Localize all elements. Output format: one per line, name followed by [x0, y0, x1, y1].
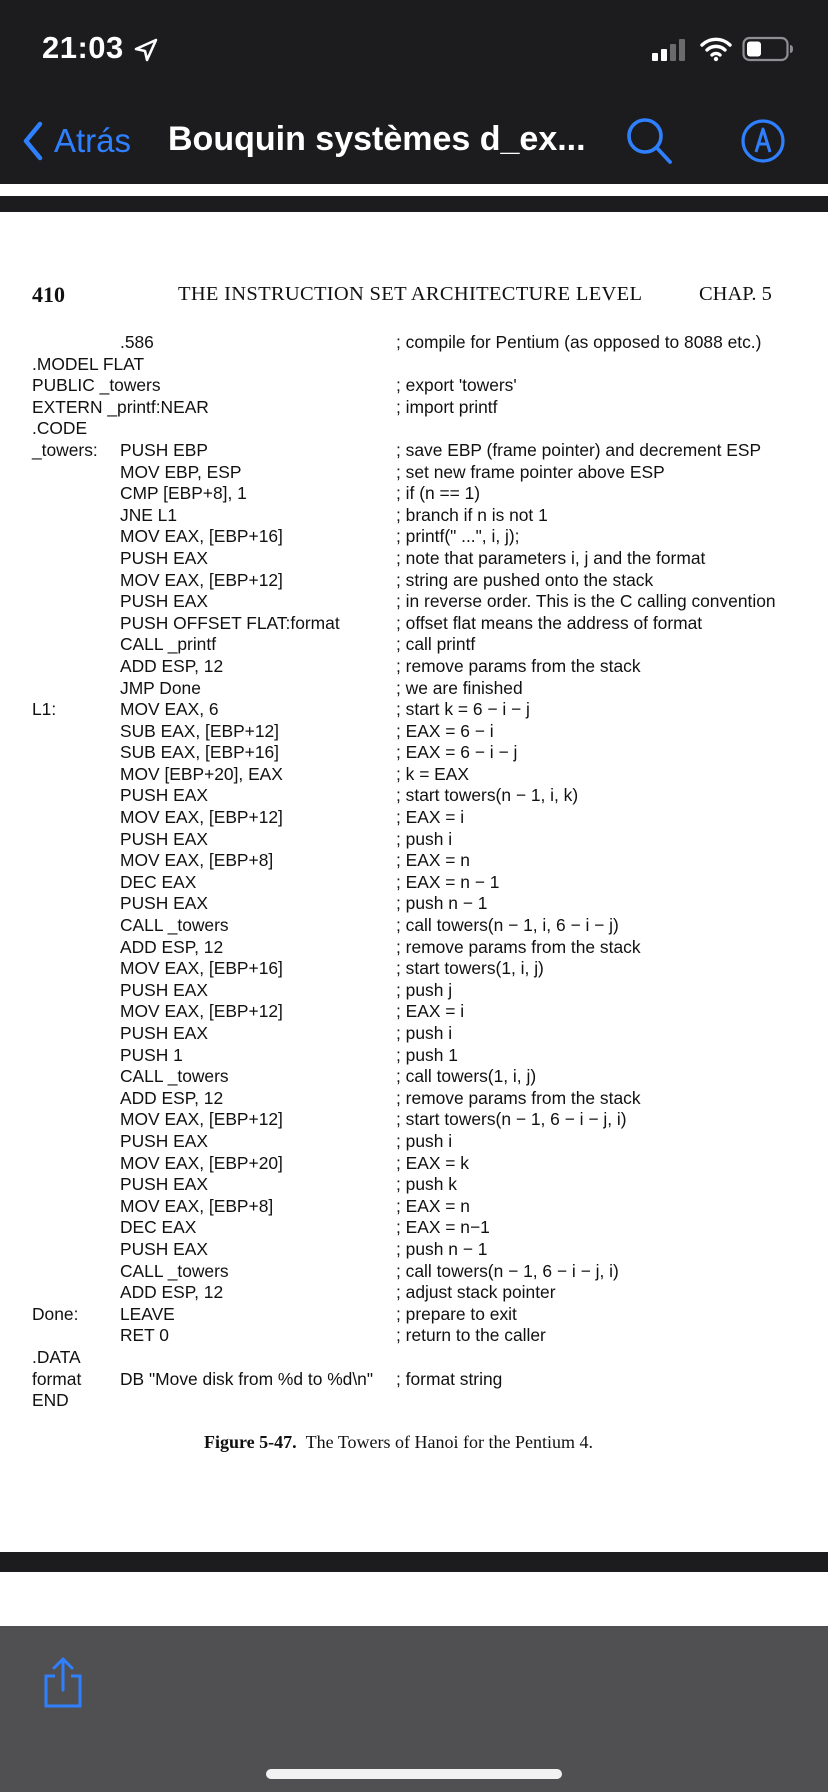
figure-caption-text: The Towers of Hanoi for the Pentium 4.	[305, 1432, 594, 1452]
code-line	[0, 1131, 828, 1153]
code-comment: ; push i	[396, 1130, 453, 1151]
code-comment: ; push i	[396, 1023, 453, 1043]
battery-icon	[742, 36, 794, 67]
code-instr: CALL _printf	[120, 634, 217, 655]
code-instr: JMP Done	[120, 677, 201, 698]
code-instr: DEC EAX	[120, 1217, 197, 1238]
code-instr: PUSH EAX	[120, 1238, 208, 1259]
code-comment: ; in reverse order. This is the C calling convention	[396, 591, 776, 612]
code-instr: MOV EBP, ESP	[120, 461, 242, 482]
code-instr: CALL _towers	[120, 915, 229, 936]
code-instr: PUSH EAX	[120, 893, 208, 914]
code-line	[0, 354, 828, 376]
chapter-label: CHAP. 5	[699, 283, 772, 305]
code-line	[0, 1282, 828, 1304]
code-line	[0, 1325, 828, 1347]
code-instr: MOV EAX, [EBP+12]	[120, 807, 283, 828]
code-comment: ; return to the caller	[396, 1325, 546, 1346]
code-line	[0, 462, 828, 484]
code-line	[0, 872, 828, 894]
code-instr: CALL _towers	[120, 1260, 229, 1281]
code-line	[0, 980, 828, 1002]
code-line	[0, 1109, 828, 1131]
bottom-toolbar	[0, 1626, 828, 1792]
status-bar	[0, 0, 828, 100]
code-instr: MOV EAX, [EBP+16]	[120, 526, 283, 547]
code-line	[0, 893, 828, 915]
code-comment: ; EAX = n−1	[396, 1217, 490, 1238]
code-instr: MOV EAX, [EBP+12]	[120, 1109, 283, 1130]
code-comment: ; start towers(1, i, j)	[396, 958, 544, 979]
code-instr: MOV EAX, 6	[120, 699, 219, 720]
wifi-icon	[700, 36, 732, 67]
code-comment: ; note that parameters i, j and the format	[396, 547, 706, 568]
code-comment: ; k = EAX	[396, 763, 469, 784]
home-indicator[interactable]	[266, 1769, 562, 1779]
page-separator-top	[0, 196, 828, 212]
code-comment: ; export 'towers'	[396, 375, 517, 396]
code-line	[0, 1066, 828, 1088]
code-comment: ; EAX = 6 − i	[396, 720, 494, 741]
code-comment: ; compile for Pentium (as opposed to 8088 etc.)	[396, 332, 762, 352]
code-instr: MOV EAX, [EBP+20]	[120, 1152, 283, 1173]
code-instr: DB "Move disk from %d to %d\n"	[120, 1368, 374, 1389]
code-instr: CALL _towers	[120, 1066, 229, 1087]
code-instr: PUSH EAX	[120, 1023, 208, 1043]
code-line	[0, 1347, 828, 1369]
status-time: 21:03	[42, 30, 124, 65]
markup-button[interactable]	[738, 114, 788, 173]
code-line	[0, 375, 828, 397]
code-line	[0, 1001, 828, 1023]
code-line	[0, 1174, 828, 1196]
code-instr: PUSH OFFSET FLAT:format	[120, 612, 340, 633]
code-line	[0, 678, 828, 700]
code-comment: ; push j	[396, 979, 453, 1000]
code-instr: PUSH EAX	[120, 591, 208, 612]
code-instr: PUSH 1	[120, 1044, 183, 1065]
code-label: .DATA	[32, 1346, 81, 1367]
code-comment: ; push i	[396, 828, 453, 849]
code-instr: PUSH EAX	[120, 785, 208, 806]
code-instr: PUSH EAX	[120, 828, 208, 849]
code-label: EXTERN _printf:NEAR	[32, 396, 209, 417]
code-comment: ; we are finished	[396, 677, 523, 698]
code-instr: PUSH EBP	[120, 439, 208, 460]
code-line	[0, 1369, 828, 1391]
code-line	[0, 785, 828, 807]
code-comment: ; remove params from the stack	[396, 936, 641, 957]
location-arrow-icon	[133, 37, 159, 68]
code-line	[0, 1217, 828, 1239]
book-page	[0, 212, 828, 1552]
code-instr: ADD ESP, 12	[120, 655, 224, 676]
code-line	[0, 1261, 828, 1283]
figure-caption	[204, 1432, 593, 1453]
cellular-signal-icon	[652, 38, 692, 67]
code-line	[0, 829, 828, 851]
code-line	[0, 721, 828, 743]
code-comment: ; push n − 1	[396, 893, 488, 914]
search-icon	[624, 114, 674, 168]
code-instr: CMP [EBP+8], 1	[120, 483, 247, 504]
code-comment: ; EAX = i	[396, 807, 465, 828]
code-line	[0, 505, 828, 527]
code-instr: RET 0	[120, 1325, 169, 1346]
code-comment: ; import printf	[396, 396, 498, 417]
back-label: Atrás	[54, 122, 132, 159]
code-listing	[0, 332, 828, 1412]
code-instr: PUSH EAX	[120, 979, 208, 1000]
code-line	[0, 1304, 828, 1326]
code-comment: ; start towers(n − 1, 6 − i − j, i)	[396, 1109, 627, 1130]
code-line	[0, 591, 828, 613]
code-instr: PUSH EAX	[120, 547, 208, 568]
code-line	[0, 397, 828, 419]
markup-pen-icon	[738, 114, 788, 168]
code-comment: ; adjust stack pointer	[396, 1282, 556, 1303]
code-line	[0, 440, 828, 462]
code-instr: JNE L1	[120, 504, 178, 525]
code-comment: ; EAX = n	[396, 850, 470, 871]
code-instr: .586	[120, 332, 154, 352]
code-line	[0, 1045, 828, 1067]
code-instr: MOV EAX, [EBP+8]	[120, 850, 274, 871]
code-comment: ; EAX = i	[396, 1001, 465, 1022]
code-instr: PUSH EAX	[120, 1130, 208, 1151]
code-label: format	[32, 1368, 82, 1389]
code-instr: MOV EAX, [EBP+8]	[120, 1195, 274, 1216]
code-line	[0, 937, 828, 959]
page-number: 410	[32, 282, 65, 307]
code-line	[0, 1196, 828, 1218]
code-line	[0, 1239, 828, 1261]
code-comment: ; call towers(n − 1, i, 6 − i − j)	[396, 915, 619, 936]
code-comment: ; start towers(n − 1, i, k)	[396, 785, 579, 806]
page-separator-bottom	[0, 1552, 828, 1572]
code-instr: SUB EAX, [EBP+12]	[120, 720, 280, 741]
code-line	[0, 418, 828, 440]
code-instr: SUB EAX, [EBP+16]	[120, 742, 280, 763]
code-comment: ; EAX = k	[396, 1152, 469, 1173]
page-header-title: THE INSTRUCTION SET ARCHITECTURE LEVEL	[178, 283, 643, 305]
code-label: .CODE	[32, 418, 88, 439]
code-line	[0, 850, 828, 872]
code-comment: ; offset flat means the address of format	[396, 612, 703, 633]
code-comment: ; push k	[396, 1174, 457, 1195]
code-comment: ; EAX = n	[396, 1195, 470, 1216]
code-comment: ; call towers(1, i, j)	[396, 1066, 537, 1087]
code-comment: ; EAX = 6 − i − j	[396, 742, 518, 763]
share-button[interactable]	[40, 1656, 86, 1715]
code-label: Done:	[32, 1303, 79, 1324]
chevron-left-icon	[22, 121, 44, 161]
code-comment: ; call printf	[396, 634, 476, 655]
code-label: END	[32, 1390, 69, 1411]
code-line	[0, 807, 828, 829]
code-comment: ; format string	[396, 1368, 503, 1389]
code-label: .MODEL FLAT	[32, 353, 145, 374]
code-instr: ADD ESP, 12	[120, 936, 224, 957]
code-comment: ; if (n == 1)	[396, 483, 481, 504]
code-comment: ; call towers(n − 1, 6 − i − j, i)	[396, 1260, 619, 1281]
code-line	[0, 742, 828, 764]
navigation-bar	[0, 100, 828, 184]
code-instr: MOV EAX, [EBP+12]	[120, 1001, 283, 1022]
code-line	[0, 958, 828, 980]
code-comment: ; set new frame pointer above ESP	[396, 461, 665, 482]
code-line	[0, 332, 828, 354]
code-line	[0, 483, 828, 505]
code-comment: ; prepare to exit	[396, 1303, 517, 1324]
code-comment: ; save EBP (frame pointer) and decrement ESP	[396, 439, 762, 460]
code-instr: ADD ESP, 12	[120, 1087, 224, 1108]
code-comment: ; remove params from the stack	[396, 1087, 641, 1108]
code-instr: MOV EAX, [EBP+12]	[120, 569, 283, 590]
code-line	[0, 764, 828, 786]
code-line	[0, 1390, 828, 1412]
code-instr: DEC EAX	[120, 871, 197, 892]
code-label: L1:	[32, 699, 57, 720]
code-line	[0, 656, 828, 678]
code-comment: ; remove params from the stack	[396, 655, 641, 676]
code-line	[0, 699, 828, 721]
back-button[interactable]	[22, 118, 131, 164]
code-line	[0, 1153, 828, 1175]
code-instr: MOV [EBP+20], EAX	[120, 763, 283, 784]
code-instr: ADD ESP, 12	[120, 1282, 224, 1303]
code-line	[0, 570, 828, 592]
code-comment: ; string are pushed onto the stack	[396, 569, 654, 590]
figure-caption-label: Figure 5-47.	[204, 1432, 297, 1452]
code-line	[0, 634, 828, 656]
code-label: PUBLIC _towers	[32, 375, 161, 396]
code-line	[0, 1023, 828, 1045]
code-comment: ; printf(" ...", i, j);	[396, 526, 520, 547]
code-line	[0, 526, 828, 548]
code-instr: LEAVE	[120, 1303, 175, 1324]
code-comment: ; push n − 1	[396, 1238, 488, 1259]
share-icon	[40, 1656, 86, 1710]
code-line	[0, 1088, 828, 1110]
code-instr: MOV EAX, [EBP+16]	[120, 958, 283, 979]
code-comment: ; EAX = n − 1	[396, 871, 500, 892]
code-line	[0, 613, 828, 635]
code-comment: ; push 1	[396, 1044, 458, 1065]
code-label: _towers:	[32, 439, 98, 460]
code-line	[0, 548, 828, 570]
code-instr: PUSH EAX	[120, 1174, 208, 1195]
code-comment: ; branch if n is not 1	[396, 504, 548, 525]
document-title: Bouquin systèmes d_ex...	[168, 120, 586, 158]
code-comment: ; start k = 6 − i − j	[396, 699, 530, 720]
code-line	[0, 915, 828, 937]
search-button[interactable]	[624, 114, 674, 173]
